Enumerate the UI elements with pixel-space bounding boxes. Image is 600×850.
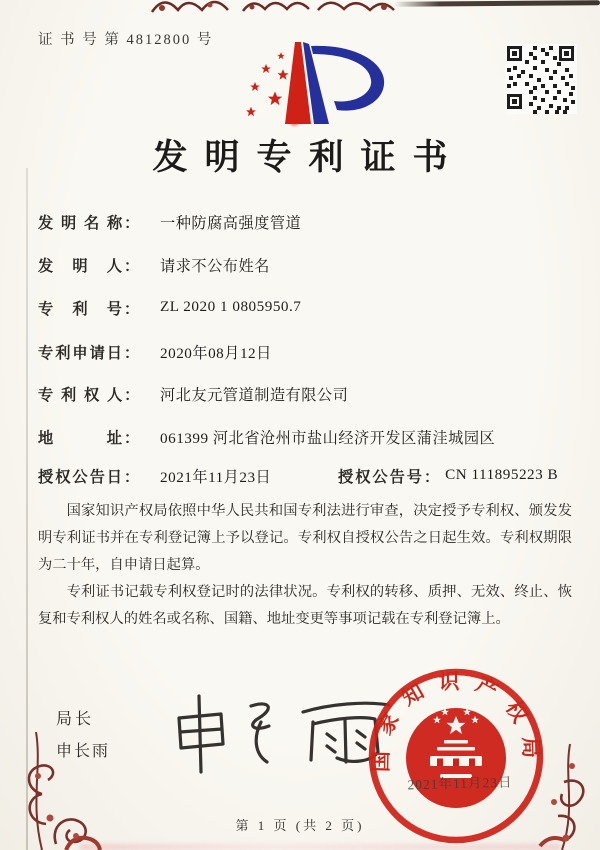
field-patent-number <box>38 298 584 319</box>
signer-title: 局长 <box>56 711 95 728</box>
field-address <box>38 427 584 448</box>
field-value: 2020年08月12日 <box>160 345 272 362</box>
qr-code-icon <box>505 44 577 114</box>
field-grant-date <box>38 466 584 487</box>
official-seal-icon <box>364 664 548 848</box>
field-label: 发 明 名 称： <box>38 215 142 232</box>
field-label: 授权公告号： <box>338 469 442 486</box>
cnipa-logo-icon <box>237 36 412 128</box>
page-edge-line <box>394 0 600 6</box>
field-label: 专利申请日： <box>38 345 142 362</box>
legal-text-block <box>38 498 572 632</box>
legal-paragraph-2: 专利证书记载专利权登记时的法律状况。专利权的转移、质押、无效、终止、恢复和专利权人的姓名或名称、国籍、地址变更等事项记载在专利登记簿上。 <box>38 583 572 627</box>
field-invention-name <box>38 212 584 233</box>
qr-finder-top-right <box>559 46 574 61</box>
field-value: 061399 河北省沧州市盐山经济开发区蒲洼城园区 <box>160 430 496 447</box>
qr-finder-top-left <box>507 46 522 61</box>
page-number: 第 1 页 (共 2 页) <box>235 818 365 833</box>
field-value: 请求不公布姓名 <box>160 258 270 275</box>
legal-paragraph-1: 国家知识产权局依照中华人民共和国专利法进行审查，决定授予专利权、颁发发明专利证书并在专利登记簿上予以登记。专利权自授权公告之日起生效。专利权期限为二十年，自申请日起算。 <box>38 503 572 573</box>
field-label: 专 利 权 人： <box>38 387 142 404</box>
field-patentee <box>38 384 584 405</box>
certificate-number: 证 书 号 第 4812800 号 <box>38 32 214 48</box>
signer-name: 申长雨 <box>56 743 111 760</box>
corner-ornament-left-icon <box>12 732 127 850</box>
field-label: 地 址： <box>38 430 142 447</box>
field-value: 河北友元管道制造有限公司 <box>160 387 349 404</box>
field-label: 授权公告日： <box>38 469 142 486</box>
field-value: CN 111895223 B <box>445 466 559 483</box>
field-grant-number <box>338 466 558 487</box>
field-value: 2021年11月23日 <box>160 469 272 486</box>
qr-finder-bottom-left <box>507 94 522 109</box>
field-value: 一种防腐高强度管道 <box>160 215 302 232</box>
seal-date: 2021年11月23日 <box>407 774 513 793</box>
field-value: ZL 2020 1 0805950.7 <box>160 298 302 315</box>
field-inventor <box>38 255 584 276</box>
seal-agency-text: 国家知识产权局 <box>368 669 544 773</box>
certificate-title: 发明专利证书 <box>152 138 465 177</box>
top-ornament-border-icon <box>148 0 423 16</box>
field-application-date <box>38 342 584 363</box>
field-label: 专 利 号： <box>38 301 142 318</box>
field-label: 发 明 人： <box>38 258 142 275</box>
